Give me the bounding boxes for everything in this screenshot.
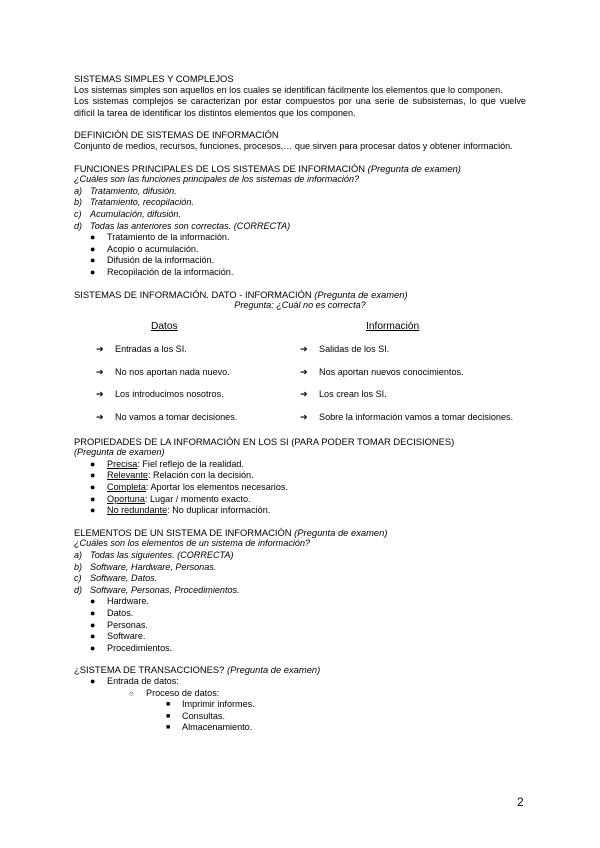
- list-item: ● Oportuna: Lugar / momento exacto.: [90, 493, 251, 504]
- page-number: 2: [517, 795, 524, 809]
- list-item: ➔ Los crean los SI.: [300, 389, 387, 400]
- exam-question: ¿Cuáles son las funciones principales de los sistemas de información?: [74, 174, 360, 185]
- bullet-icon: ●: [90, 243, 96, 254]
- bullet-icon: ●: [90, 505, 96, 516]
- list-item: ➔ Nos aportan nuevos conocimientos.: [300, 366, 464, 377]
- answer-option: b) Tratamiento, recopilación.: [74, 197, 194, 208]
- exam-tag: (Pregunta de examen): [314, 288, 408, 300]
- list-item: ➔ No vamos a tomar decisiones.: [96, 412, 238, 423]
- column-informacion: [300, 321, 526, 435]
- answer-option: b) Software, Hardware, Personas.: [74, 561, 217, 572]
- bullet-icon: ●: [90, 631, 96, 642]
- list-item: ■ Almacenamiento.: [166, 722, 253, 733]
- list-item: ● Hardware.: [90, 596, 149, 607]
- section-title-funciones: FUNCIONES PRINCIPALES DE LOS SISTEMAS DE INFORMACIÓN (Pregunta de examen): [74, 162, 461, 174]
- list-item: ● Software.: [90, 631, 146, 642]
- arrow-icon: ➔: [300, 389, 308, 400]
- arrow-icon: ➔: [300, 366, 308, 377]
- list-item: ○ Proceso de datos:: [129, 687, 220, 698]
- list-item: ● Precisa: Fiel reflejo de la realidad.: [90, 458, 244, 469]
- answer-option: d) Todas las anteriores son correctas. (CORRECTA): [74, 220, 291, 231]
- list-item: ● Procedimientos.: [90, 642, 173, 653]
- page-content: [74, 73, 526, 734]
- arrow-icon: ➔: [300, 344, 308, 355]
- bullet-icon: ●: [90, 642, 96, 653]
- square-bullet-icon: ■: [166, 701, 171, 709]
- answer-option: c) Software, Datos.: [74, 573, 158, 584]
- list-item: ● Recopilación de la información.: [90, 266, 234, 277]
- column-header-datos: Datos: [151, 320, 178, 332]
- bullet-icon: ●: [90, 607, 96, 618]
- list-item: ● Personas.: [90, 619, 148, 630]
- answer-option: a) Tratamiento, difusión.: [74, 185, 177, 196]
- square-bullet-icon: ■: [166, 712, 171, 720]
- answer-options: [74, 186, 526, 232]
- arrow-icon: ➔: [96, 412, 104, 423]
- exam-tag: (Pregunta de examen): [226, 664, 321, 676]
- bullet-list: [74, 232, 526, 278]
- bullet-icon: ●: [90, 470, 96, 481]
- section-title-propiedades: PROPIEDADES DE LA INFORMACIÓN EN LOS SI (PARA PODER TOMAR DECISIONES): [74, 435, 455, 447]
- arrow-icon: ➔: [300, 412, 308, 423]
- answer-options: [74, 550, 526, 596]
- list-item: ● Datos.: [90, 607, 134, 618]
- list-item: ■ Imprimir informes.: [166, 699, 255, 710]
- arrow-icon: ➔: [96, 389, 104, 400]
- bullet-icon: ●: [90, 493, 96, 504]
- paragraph: Los sistemas simples son aquellos en los cuales se identifican fácilmente los elementos que lo componen.: [74, 84, 503, 95]
- list-item: ● Acopio o acumulación.: [90, 243, 199, 254]
- list-item: ● Entrada de datos:: [90, 675, 179, 686]
- list-item: ● Relevante: Relación con la decisión.: [90, 470, 254, 481]
- bullet-icon: ●: [90, 596, 96, 607]
- section-title-definicion: DEFINICIÓN DE SISTEMAS DE INFORMACIÓN: [74, 129, 279, 141]
- column-datos: [74, 321, 300, 435]
- paragraph: Conjunto de medios, recursos, funciones, procesos,… que sirven para procesar datos y obtener información.: [74, 140, 513, 151]
- section-title-transacciones: ¿SISTEMA DE TRANSACCIONES? (Pregunta de examen): [74, 664, 321, 676]
- list-item: ■ Consultas.: [166, 710, 225, 721]
- comparison-columns: [74, 321, 526, 435]
- bullet-icon: ●: [90, 255, 96, 266]
- bullet-icon: ●: [90, 482, 96, 493]
- exam-tag: (Pregunta de examen): [74, 447, 165, 458]
- list-item: ● Completa: Aportar los elementos necesarios.: [90, 482, 288, 493]
- bullet-icon: ●: [90, 232, 96, 243]
- list-item: ➔ Los introducimos nosotros.: [96, 389, 224, 400]
- exam-tag: (Pregunta de examen): [294, 526, 388, 538]
- bullet-list: [74, 459, 526, 517]
- bullet-icon: ●: [90, 619, 96, 630]
- arrow-icon: ➔: [96, 344, 104, 355]
- list-item: ➔ Salidas de los SI.: [300, 344, 390, 355]
- bullet-icon: ●: [90, 458, 96, 469]
- section-title-dato-informacion: SISTEMAS DE INFORMACIÓN. DATO - INFORMACIÓN (Pregunta de examen): [74, 288, 408, 300]
- exam-tag: (Pregunta de examen): [367, 162, 461, 174]
- square-bullet-icon: ■: [166, 724, 171, 732]
- bullet-list: [74, 596, 526, 654]
- list-item: ● Difusión de la información.: [90, 255, 215, 266]
- exam-question: ¿Cuáles son los elementos de un sistema de información?: [74, 538, 311, 549]
- paragraph: Los sistemas complejos se caracterizan por estar compuestos por una serie de subsistemas, lo que vuelve difícil la tarea de identificar los distintos elementos que los componen.: [74, 96, 526, 118]
- section-title-sistemas-simples: SISTEMAS SIMPLES Y COMPLEJOS: [74, 73, 234, 84]
- list-item: ● No redundante: No duplicar información.: [90, 505, 271, 516]
- list-item: ➔ Entradas a los SI.: [96, 344, 187, 355]
- bullet-icon: ●: [90, 266, 96, 277]
- section-title-elementos: ELEMENTOS DE UN SISTEMA DE INFORMACIÓN (Pregunta de examen): [74, 526, 388, 538]
- answer-option: d) Software, Personas, Procedimientos.: [74, 584, 240, 595]
- exam-question: Pregunta: ¿Cuál no es correcta?: [234, 300, 366, 311]
- list-item: ● Tratamiento de la información.: [90, 232, 230, 243]
- list-item: ➔ Sobre la información vamos a tomar decisiones.: [300, 412, 514, 423]
- list-item: ➔ No nos aportan nada nuevo.: [96, 366, 230, 377]
- answer-option: a) Todas las siguientes. (CORRECTA): [74, 550, 234, 560]
- bullet-icon: ●: [90, 675, 96, 686]
- arrow-icon: ➔: [96, 366, 104, 377]
- answer-option: c) Acumulación, difusión.: [74, 208, 181, 219]
- column-header-informacion: Información: [366, 320, 420, 332]
- circle-bullet-icon: ○: [129, 688, 134, 698]
